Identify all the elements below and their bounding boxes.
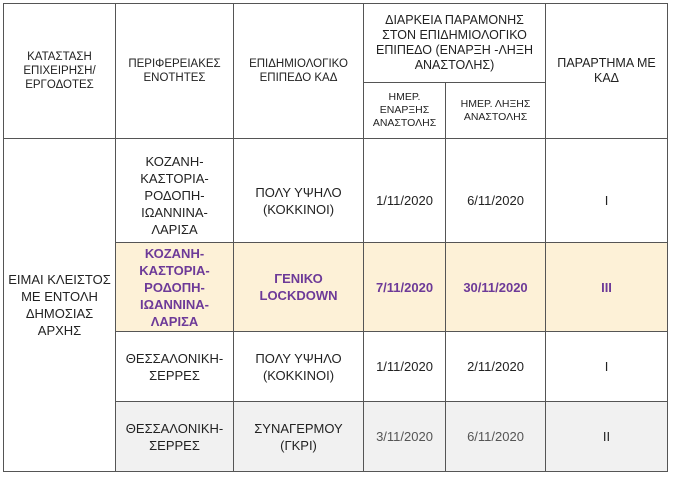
row-2-end-text: 30/11/2020 (463, 279, 528, 295)
row-3-end-text: 2/11/2020 (467, 359, 524, 374)
status-cell (4, 139, 116, 472)
header-start-text: ΗΜΕΡ. ΕΝΑΡΞΗΣ ΑΝΑΣΤΟΛΗΣ (372, 91, 437, 129)
header-end (446, 83, 546, 139)
row-2-regions-text: ΚΟΖΑΝΗ-ΚΑΣΤΟΡΙΑ-ΡΟΔΟΠΗ-ΙΩΑΝΝΙΝΑ-ΛΑΡΙΣΑ (139, 245, 210, 329)
row-3-regions-text: ΘΕΣΣΑΛΟΝΙΚΗ-ΣΕΡΡΕΣ (125, 350, 224, 383)
row-1-end-text: 6/11/2020 (467, 193, 524, 208)
row-2-end (446, 243, 546, 332)
row-3-end (446, 332, 546, 402)
row-1-annex (546, 139, 668, 243)
row-4-end (446, 402, 546, 472)
header-status-text: ΚΑΤΑΣΤΑΣΗ ΕΠΙΧΕΙΡΗΣΗ/ ΕΡΓΟΔΟΤΕΣ (23, 51, 96, 91)
document-table-wrapper (3, 3, 668, 472)
suspension-table (3, 3, 668, 472)
row-3-start-text: 1/11/2020 (376, 359, 433, 374)
row-1-start (364, 139, 446, 243)
row-1-end (446, 139, 546, 243)
header-annex (546, 4, 668, 139)
row-2-level-text: ΓΕΝΙΚΟ LOCKDOWN (259, 271, 338, 303)
header-duration (364, 4, 546, 83)
header-regions-text: ΠΕΡΙΦΕΡΕΙΑΚΕΣ ΕΝΟΤΗΤΕΣ (128, 58, 221, 84)
row-3-regions (116, 332, 234, 402)
row-2-annex (546, 243, 668, 332)
header-duration-text: ΔΙΑΡΚΕΙΑ ΠΑΡΑΜΟΝΗΣ ΣΤΟΝ ΕΠΙΔΗΜΙΟΛΟΓΙΚΟ ΕΠΙΠΕΔΟ (ΕΝΑΡΞΗ -ΛΗΞΗ ΑΝΑΣΤΟΛΗΣ) (375, 13, 533, 72)
row-2-annex-text: III (601, 279, 612, 295)
row-2-start-text: 7/11/2020 (375, 279, 434, 295)
header-row-1 (4, 4, 668, 83)
status-cell-text: ΕΙΜΑΙ ΚΛΕΙΣΤΟΣ ΜΕ ΕΝΤΟΛΗ ΔΗΜΟΣΙΑΣ ΑΡΧΗΣ (8, 272, 111, 338)
header-annex-text: ΠΑΡΑΡΤΗΜΑ ΜΕ ΚΑΔ (557, 56, 656, 85)
row-4-end-text: 6/11/2020 (467, 429, 524, 444)
header-level (234, 4, 364, 139)
row-4-annex-text: II (602, 429, 611, 444)
row-3-start (364, 332, 446, 402)
row-1-start-text: 1/11/2020 (376, 193, 433, 208)
table-row (4, 139, 668, 243)
row-2-start (364, 243, 446, 332)
row-1-level-text: ΠΟΛΥ ΥΨΗΛΟ (ΚΟΚΚΙΝΟΙ) (255, 184, 342, 217)
row-3-annex (546, 332, 668, 402)
row-1-annex-text: I (604, 193, 609, 208)
row-3-level-text: ΠΟΛΥ ΥΨΗΛΟ (ΚΟΚΚΙΝΟΙ) (255, 350, 342, 383)
row-4-start (364, 402, 446, 472)
row-1-regions-text: ΚΟΖΑΝΗ-ΚΑΣΤΟΡΙΑ-ΡΟΔΟΠΗ-ΙΩΑΝΝΙΝΑ-ΛΑΡΙΣΑ (140, 154, 209, 237)
row-4-annex (546, 402, 668, 472)
header-regions (116, 4, 234, 139)
row-4-start-text: 3/11/2020 (376, 429, 433, 444)
header-status (4, 4, 116, 139)
row-4-regions-text: ΘΕΣΣΑΛΟΝΙΚΗ-ΣΕΡΡΕΣ (125, 420, 224, 453)
row-3-annex-text: I (604, 359, 609, 374)
row-4-level-text: ΣΥΝΑΓΕΡΜΟΥ (ΓΚΡΙ) (254, 420, 343, 453)
row-2-regions (116, 243, 234, 332)
row-1-regions (116, 139, 234, 243)
row-2-level (234, 243, 364, 332)
row-4-regions (116, 402, 234, 472)
row-4-level (234, 402, 364, 472)
header-start (364, 83, 446, 139)
row-1-level (234, 139, 364, 243)
header-end-text: ΗΜΕΡ. ΛΗΞΗΣ ΑΝΑΣΤΟΛΗΣ (460, 97, 531, 123)
row-3-level (234, 332, 364, 402)
header-level-text: ΕΠΙΔΗΜΙΟΛΟΓΙΚΟ ΕΠΙΠΕΔΟ ΚΑΔ (249, 58, 348, 84)
